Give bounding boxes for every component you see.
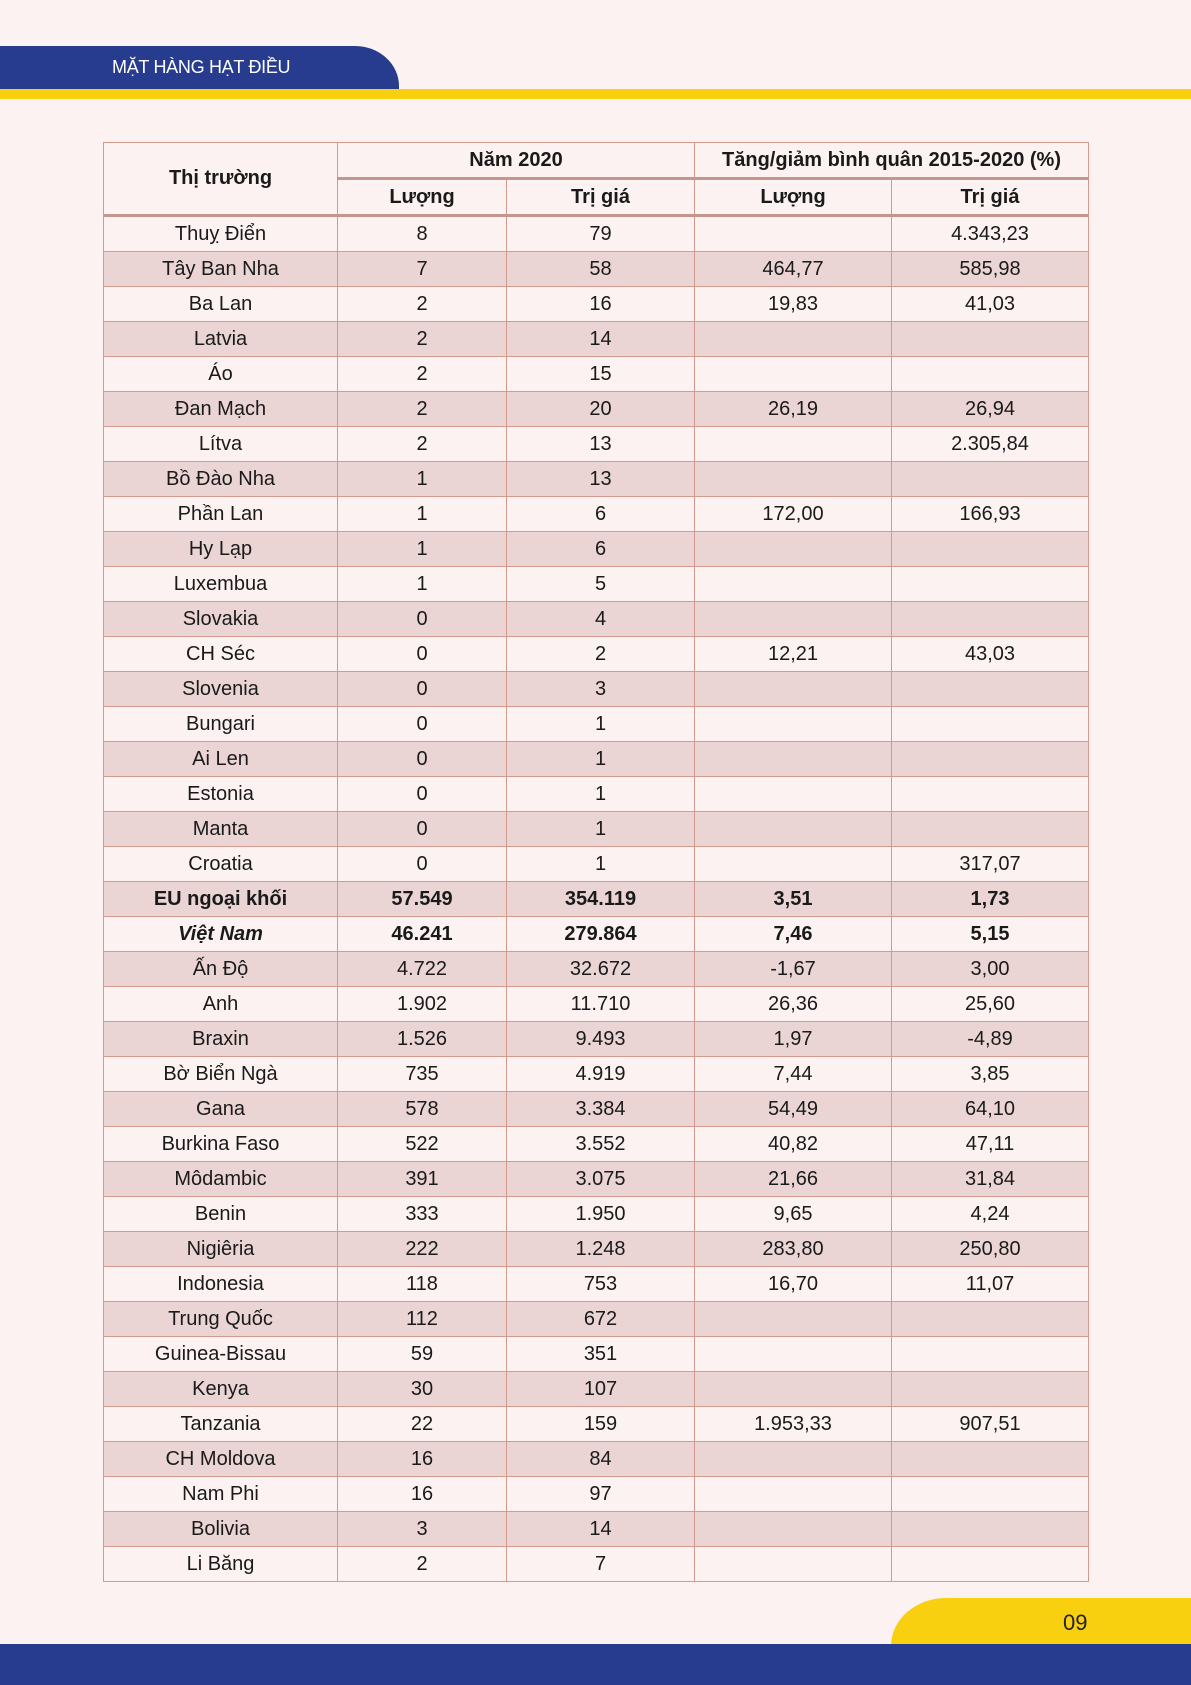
cell-2020-value: 672: [507, 1302, 695, 1337]
col-header-growth-volume: Lượng: [695, 179, 892, 216]
cell-2020-value: 13: [507, 462, 695, 497]
cell-growth-volume: [695, 357, 892, 392]
cell-market: Manta: [104, 812, 338, 847]
cell-2020-value: 107: [507, 1372, 695, 1407]
cell-growth-volume: 1.953,33: [695, 1407, 892, 1442]
cell-2020-volume: 1: [338, 532, 507, 567]
table-row: [104, 1302, 1089, 1337]
cell-2020-value: 84: [507, 1442, 695, 1477]
table-row: [104, 287, 1089, 322]
cell-market: Nigiêria: [104, 1232, 338, 1267]
cell-2020-volume: 8: [338, 216, 507, 252]
cell-growth-value: 43,03: [892, 637, 1089, 672]
cell-2020-value: 1.248: [507, 1232, 695, 1267]
cell-growth-value: [892, 1547, 1089, 1582]
cell-growth-volume: 26,36: [695, 987, 892, 1022]
table-row: [104, 1127, 1089, 1162]
cell-market: Slovenia: [104, 672, 338, 707]
cell-2020-volume: 16: [338, 1442, 507, 1477]
cell-2020-volume: 2: [338, 427, 507, 462]
cell-growth-volume: 9,65: [695, 1197, 892, 1232]
cell-market: Li Băng: [104, 1547, 338, 1582]
cell-2020-value: 5: [507, 567, 695, 602]
cell-market: EU ngoại khối: [104, 882, 338, 917]
cell-growth-value: [892, 322, 1089, 357]
cell-market: Bolivia: [104, 1512, 338, 1547]
cell-market: Gana: [104, 1092, 338, 1127]
cell-market: Guinea-Bissau: [104, 1337, 338, 1372]
table-row: [104, 1162, 1089, 1197]
cell-2020-value: 351: [507, 1337, 695, 1372]
cell-2020-value: 4: [507, 602, 695, 637]
table-row: [104, 707, 1089, 742]
cell-growth-volume: 12,21: [695, 637, 892, 672]
cell-2020-volume: 391: [338, 1162, 507, 1197]
cell-2020-volume: 333: [338, 1197, 507, 1232]
cell-market: Thuỵ Điển: [104, 216, 338, 252]
cell-growth-volume: [695, 532, 892, 567]
col-group-growth: Tăng/giảm bình quân 2015-2020 (%): [695, 143, 1089, 179]
cell-market: Luxembua: [104, 567, 338, 602]
cell-growth-volume: 26,19: [695, 392, 892, 427]
section-banner: [0, 46, 399, 89]
cell-2020-volume: 2: [338, 1547, 507, 1582]
cell-growth-value: [892, 357, 1089, 392]
cell-2020-volume: 578: [338, 1092, 507, 1127]
cell-growth-volume: 21,66: [695, 1162, 892, 1197]
table-row: [104, 882, 1089, 917]
table-row: [104, 952, 1089, 987]
cell-market: Benin: [104, 1197, 338, 1232]
cell-2020-value: 20: [507, 392, 695, 427]
cell-2020-value: 3.384: [507, 1092, 695, 1127]
cell-growth-value: 4.343,23: [892, 216, 1089, 252]
table-row: [104, 1477, 1089, 1512]
cell-market: Lítva: [104, 427, 338, 462]
cell-growth-value: 41,03: [892, 287, 1089, 322]
cell-2020-value: 3.552: [507, 1127, 695, 1162]
table-row: [104, 987, 1089, 1022]
cell-growth-value: 907,51: [892, 1407, 1089, 1442]
cell-market: Anh: [104, 987, 338, 1022]
col-group-2020: Năm 2020: [338, 143, 695, 179]
table-row: [104, 497, 1089, 532]
cell-2020-volume: 1: [338, 567, 507, 602]
cell-growth-volume: 3,51: [695, 882, 892, 917]
cell-growth-value: 64,10: [892, 1092, 1089, 1127]
table-row: [104, 1372, 1089, 1407]
cell-2020-volume: 2: [338, 322, 507, 357]
cell-growth-volume: 40,82: [695, 1127, 892, 1162]
cell-2020-volume: 4.722: [338, 952, 507, 987]
cell-2020-value: 32.672: [507, 952, 695, 987]
cell-market: Indonesia: [104, 1267, 338, 1302]
cell-market: Ba Lan: [104, 287, 338, 322]
cell-2020-volume: 1: [338, 497, 507, 532]
cell-growth-volume: [695, 812, 892, 847]
cell-growth-volume: [695, 602, 892, 637]
cell-2020-value: 3: [507, 672, 695, 707]
table-row: [104, 427, 1089, 462]
cell-2020-volume: 7: [338, 252, 507, 287]
cell-2020-volume: 22: [338, 1407, 507, 1442]
cell-2020-volume: 30: [338, 1372, 507, 1407]
cell-2020-value: 1: [507, 812, 695, 847]
cell-market: CH Séc: [104, 637, 338, 672]
cell-growth-value: 2.305,84: [892, 427, 1089, 462]
cell-2020-value: 16: [507, 287, 695, 322]
cell-2020-volume: 3: [338, 1512, 507, 1547]
cell-growth-volume: 19,83: [695, 287, 892, 322]
cell-market: Bồ Đào Nha: [104, 462, 338, 497]
cell-growth-value: 250,80: [892, 1232, 1089, 1267]
table-row: [104, 777, 1089, 812]
cell-2020-value: 354.119: [507, 882, 695, 917]
cell-growth-value: [892, 1372, 1089, 1407]
market-table: [103, 142, 1089, 1582]
cell-growth-value: [892, 1512, 1089, 1547]
cell-2020-volume: 735: [338, 1057, 507, 1092]
cell-market: Môdambic: [104, 1162, 338, 1197]
cell-growth-value: 4,24: [892, 1197, 1089, 1232]
cell-market: Phần Lan: [104, 497, 338, 532]
cell-2020-value: 1: [507, 847, 695, 882]
table-row: [104, 917, 1089, 952]
cell-2020-volume: 57.549: [338, 882, 507, 917]
cell-growth-value: [892, 777, 1089, 812]
cell-growth-value: 11,07: [892, 1267, 1089, 1302]
cell-2020-volume: 1.902: [338, 987, 507, 1022]
cell-2020-volume: 0: [338, 812, 507, 847]
table-row: [104, 1547, 1089, 1582]
cell-market: Braxin: [104, 1022, 338, 1057]
table-row: [104, 322, 1089, 357]
cell-2020-value: 6: [507, 532, 695, 567]
cell-2020-value: 14: [507, 322, 695, 357]
cell-growth-value: [892, 707, 1089, 742]
cell-2020-volume: 2: [338, 392, 507, 427]
cell-2020-volume: 118: [338, 1267, 507, 1302]
cell-2020-volume: 0: [338, 672, 507, 707]
cell-2020-value: 6: [507, 497, 695, 532]
cell-growth-volume: [695, 1337, 892, 1372]
page-number-tab: [891, 1598, 1191, 1648]
cell-growth-volume: [695, 1302, 892, 1337]
table-row: [104, 567, 1089, 602]
cell-2020-value: 159: [507, 1407, 695, 1442]
cell-2020-volume: 0: [338, 602, 507, 637]
cell-growth-volume: [695, 1477, 892, 1512]
cell-growth-volume: 7,44: [695, 1057, 892, 1092]
cell-2020-volume: 59: [338, 1337, 507, 1372]
table-row: [104, 637, 1089, 672]
footer-bar: [0, 1644, 1191, 1685]
cell-growth-volume: [695, 777, 892, 812]
cell-growth-value: [892, 532, 1089, 567]
cell-market: Ấn Độ: [104, 952, 338, 987]
cell-growth-value: [892, 1302, 1089, 1337]
cell-market: Tây Ban Nha: [104, 252, 338, 287]
cell-2020-volume: 1.526: [338, 1022, 507, 1057]
cell-2020-value: 1.950: [507, 1197, 695, 1232]
cell-growth-value: [892, 672, 1089, 707]
table-body: [104, 216, 1089, 1582]
table-row: [104, 392, 1089, 427]
cell-2020-volume: 0: [338, 777, 507, 812]
cell-2020-volume: 16: [338, 1477, 507, 1512]
cell-market: CH Moldova: [104, 1442, 338, 1477]
table-row: [104, 742, 1089, 777]
cell-2020-value: 1: [507, 777, 695, 812]
cell-2020-volume: 222: [338, 1232, 507, 1267]
cell-2020-value: 14: [507, 1512, 695, 1547]
cell-growth-value: 3,00: [892, 952, 1089, 987]
cell-2020-volume: 0: [338, 742, 507, 777]
cell-growth-volume: 54,49: [695, 1092, 892, 1127]
cell-market: Croatia: [104, 847, 338, 882]
header-accent-bar: [0, 89, 1191, 99]
table-row: [104, 216, 1089, 252]
cell-2020-value: 79: [507, 216, 695, 252]
cell-2020-volume: 0: [338, 707, 507, 742]
cell-growth-value: -4,89: [892, 1022, 1089, 1057]
cell-growth-volume: [695, 742, 892, 777]
page-number: 09: [1063, 1610, 1088, 1635]
cell-growth-value: 585,98: [892, 252, 1089, 287]
cell-growth-volume: -1,67: [695, 952, 892, 987]
table-row: [104, 1442, 1089, 1477]
table-row: [104, 1232, 1089, 1267]
cell-2020-value: 753: [507, 1267, 695, 1302]
cell-growth-volume: [695, 216, 892, 252]
cell-market: Tanzania: [104, 1407, 338, 1442]
cell-2020-value: 2: [507, 637, 695, 672]
table-row: [104, 1407, 1089, 1442]
cell-growth-volume: 464,77: [695, 252, 892, 287]
cell-2020-value: 1: [507, 707, 695, 742]
cell-market: Burkina Faso: [104, 1127, 338, 1162]
table-row: [104, 532, 1089, 567]
cell-market: Kenya: [104, 1372, 338, 1407]
table-row: [104, 1197, 1089, 1232]
cell-2020-volume: 112: [338, 1302, 507, 1337]
table-row: [104, 1092, 1089, 1127]
cell-2020-value: 11.710: [507, 987, 695, 1022]
cell-growth-volume: [695, 707, 892, 742]
table-row: [104, 672, 1089, 707]
cell-growth-value: 5,15: [892, 917, 1089, 952]
cell-growth-volume: [695, 567, 892, 602]
cell-growth-value: 47,11: [892, 1127, 1089, 1162]
cell-growth-volume: 7,46: [695, 917, 892, 952]
cell-growth-value: [892, 1442, 1089, 1477]
cell-market: Hy Lạp: [104, 532, 338, 567]
table-row: [104, 847, 1089, 882]
cell-2020-volume: 46.241: [338, 917, 507, 952]
cell-market: Áo: [104, 357, 338, 392]
cell-market: Slovakia: [104, 602, 338, 637]
cell-2020-value: 279.864: [507, 917, 695, 952]
col-header-2020-volume: Lượng: [338, 179, 507, 216]
cell-market: Ai Len: [104, 742, 338, 777]
cell-growth-volume: 172,00: [695, 497, 892, 532]
cell-growth-value: 3,85: [892, 1057, 1089, 1092]
cell-2020-value: 4.919: [507, 1057, 695, 1092]
cell-growth-value: 26,94: [892, 392, 1089, 427]
cell-growth-value: 317,07: [892, 847, 1089, 882]
col-header-2020-value: Trị giá: [507, 179, 695, 216]
cell-2020-value: 7: [507, 1547, 695, 1582]
cell-growth-value: [892, 812, 1089, 847]
cell-market: Bờ Biển Ngà: [104, 1057, 338, 1092]
cell-2020-volume: 2: [338, 287, 507, 322]
cell-2020-value: 58: [507, 252, 695, 287]
cell-2020-volume: 1: [338, 462, 507, 497]
cell-market: Latvia: [104, 322, 338, 357]
cell-growth-value: [892, 602, 1089, 637]
cell-growth-value: [892, 462, 1089, 497]
cell-growth-volume: [695, 1442, 892, 1477]
cell-growth-volume: [695, 1512, 892, 1547]
cell-growth-volume: 16,70: [695, 1267, 892, 1302]
cell-market: Trung Quốc: [104, 1302, 338, 1337]
cell-growth-value: [892, 567, 1089, 602]
cell-2020-value: 3.075: [507, 1162, 695, 1197]
col-header-growth-value: Trị giá: [892, 179, 1089, 216]
cell-2020-value: 97: [507, 1477, 695, 1512]
table-row: [104, 1512, 1089, 1547]
cell-2020-value: 1: [507, 742, 695, 777]
cell-2020-value: 15: [507, 357, 695, 392]
cell-growth-value: [892, 1337, 1089, 1372]
cell-2020-volume: 0: [338, 847, 507, 882]
cell-2020-value: 9.493: [507, 1022, 695, 1057]
cell-market: Estonia: [104, 777, 338, 812]
table-row: [104, 1057, 1089, 1092]
table-row: [104, 602, 1089, 637]
cell-market: Đan Mạch: [104, 392, 338, 427]
cell-market: Việt Nam: [104, 917, 338, 952]
cell-2020-volume: 2: [338, 357, 507, 392]
cell-growth-value: 25,60: [892, 987, 1089, 1022]
cell-growth-volume: 283,80: [695, 1232, 892, 1267]
col-header-market: Thị trường: [104, 143, 338, 216]
table-row: [104, 357, 1089, 392]
cell-market: Nam Phi: [104, 1477, 338, 1512]
cell-market: Bungari: [104, 707, 338, 742]
cell-growth-volume: [695, 1547, 892, 1582]
table-row: [104, 812, 1089, 847]
cell-growth-volume: [695, 672, 892, 707]
cell-growth-value: 31,84: [892, 1162, 1089, 1197]
table-row: [104, 252, 1089, 287]
cell-growth-volume: 1,97: [695, 1022, 892, 1057]
cell-2020-volume: 0: [338, 637, 507, 672]
cell-growth-volume: [695, 1372, 892, 1407]
cell-2020-value: 13: [507, 427, 695, 462]
table-row: [104, 1022, 1089, 1057]
cell-growth-value: [892, 1477, 1089, 1512]
cell-growth-volume: [695, 322, 892, 357]
cell-growth-value: [892, 742, 1089, 777]
table-row: [104, 462, 1089, 497]
table-row: [104, 1267, 1089, 1302]
section-title: MẶT HÀNG HẠT ĐIỀU: [112, 57, 291, 77]
cell-growth-value: 1,73: [892, 882, 1089, 917]
cell-growth-value: 166,93: [892, 497, 1089, 532]
cell-growth-volume: [695, 847, 892, 882]
cell-growth-volume: [695, 462, 892, 497]
cell-growth-volume: [695, 427, 892, 462]
cell-2020-volume: 522: [338, 1127, 507, 1162]
table-row: [104, 1337, 1089, 1372]
